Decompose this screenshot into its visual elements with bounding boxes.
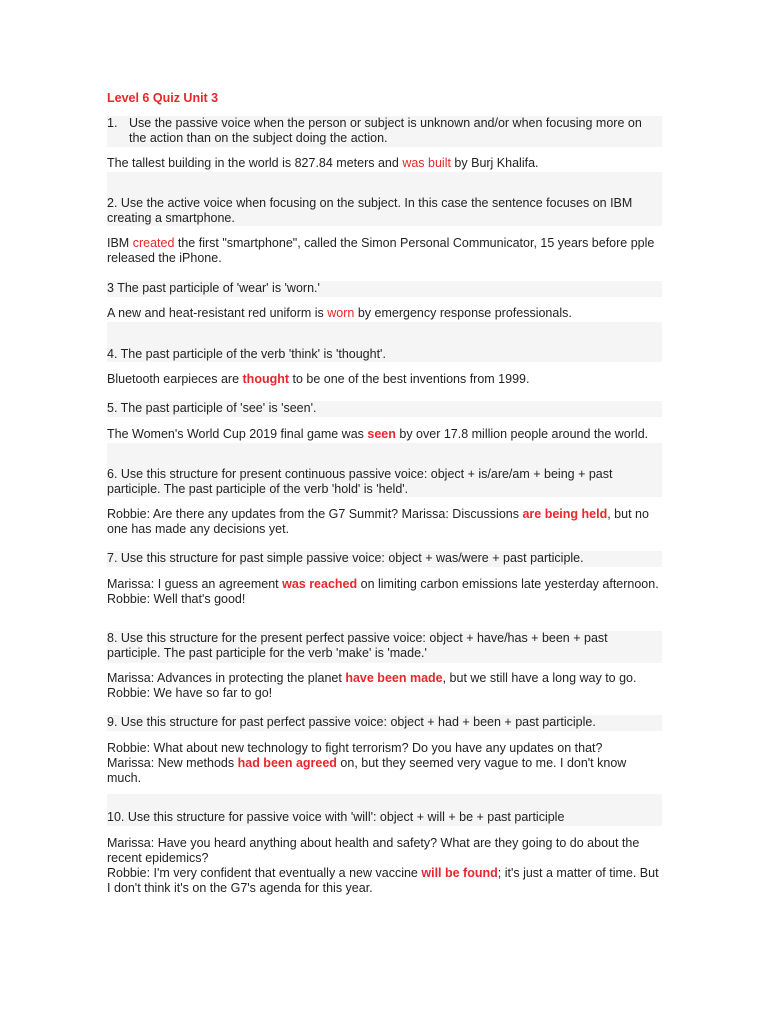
question-6	[107, 443, 662, 497]
answer-9: Robbie: What about new technology to fight terrorism? Do you have any updates on that? Marissa: New methods had been agreed on, but they seemed very vague to me. I don't know much.	[107, 741, 627, 785]
page-title: Level 6 Quiz Unit 3	[107, 91, 219, 105]
question-text: Use the passive voice when the person or subject is unknown and/or when focusing more on the action than on the subject doing the action.	[129, 116, 642, 145]
question-10	[107, 794, 662, 826]
answer-highlight: created	[132, 236, 175, 250]
question-text: 5. The past participle of 'see' is 'seen'.	[107, 401, 317, 415]
answer-3: A new and heat-resistant red uniform is worn by emergency response professionals.	[107, 306, 572, 320]
question-5	[107, 401, 662, 417]
question-text: 6. Use this structure for present continuous passive voice: object + is/are/am + being + past participle. The past participle of the verb 'hold' is 'held'.	[107, 467, 613, 496]
answer-7: Marissa: I guess an agreement was reached on limiting carbon emissions late yesterday afternoon. Robbie: Well that's good!	[107, 577, 659, 606]
answer-highlight: was built	[402, 156, 451, 170]
answer-5: The Women's World Cup 2019 final game was seen by over 17.8 million people around the world.	[107, 427, 649, 441]
question-4	[107, 322, 662, 362]
question-3	[107, 281, 662, 297]
answer-highlight: seen	[367, 427, 396, 441]
question-text: 9. Use this structure for past perfect passive voice: object + had + been + past participle.	[107, 715, 596, 729]
answer-2: IBM created the first "smartphone", called the Simon Personal Communicator, 15 years before pple released the iPhone.	[107, 236, 655, 265]
question-text: 2. Use the active voice when focusing on the subject. In this case the sentence focuses on IBM creating a smartphone.	[107, 196, 633, 225]
answer-highlight: will be found	[421, 866, 498, 880]
answer-highlight: thought	[242, 372, 290, 386]
answer-highlight: had been agreed	[237, 756, 337, 770]
answer-8: Marissa: Advances in protecting the planet have been made, but we still have a long way to go. Robbie: We have so far to go!	[107, 671, 637, 700]
question-text: 4. The past participle of the verb 'think' is 'thought'.	[107, 347, 386, 361]
answer-highlight: have been made	[345, 671, 443, 685]
question-number: 1.	[107, 116, 118, 130]
question-2	[107, 172, 662, 226]
answer-6: Robbie: Are there any updates from the G7 Summit? Marissa: Discussions are being held, but no one has made any decisions yet.	[107, 507, 649, 536]
answer-1: The tallest building in the world is 827.84 meters and was built by Burj Khalifa.	[107, 156, 539, 170]
question-text: 8. Use this structure for the present perfect passive voice: object + have/has + been + past participle. The past participle for the verb 'make' is 'made.'	[107, 631, 608, 660]
answer-10: Marissa: Have you heard anything about health and safety? What are they going to do about the recent epidemics? Robbie: I'm very confident that eventually a new vaccine will be found; it's just a matter of time. But I don't think it's on the G7's agenda for this year.	[107, 836, 659, 895]
answer-highlight: are being held	[522, 507, 608, 521]
question-8	[107, 631, 662, 663]
answer-highlight: worn	[327, 306, 355, 320]
question-1	[107, 116, 662, 147]
question-text: 3 The past participle of 'wear' is 'worn.'	[107, 281, 320, 295]
question-7	[107, 551, 662, 567]
question-text: 10. Use this structure for passive voice with 'will': object + will + be + past participle	[107, 810, 565, 824]
question-text: 7. Use this structure for past simple passive voice: object + was/were + past participle.	[107, 551, 584, 565]
answer-4: Bluetooth earpieces are thought to be one of the best inventions from 1999.	[107, 372, 530, 386]
answer-highlight: was reached	[282, 577, 358, 591]
question-9	[107, 715, 662, 731]
